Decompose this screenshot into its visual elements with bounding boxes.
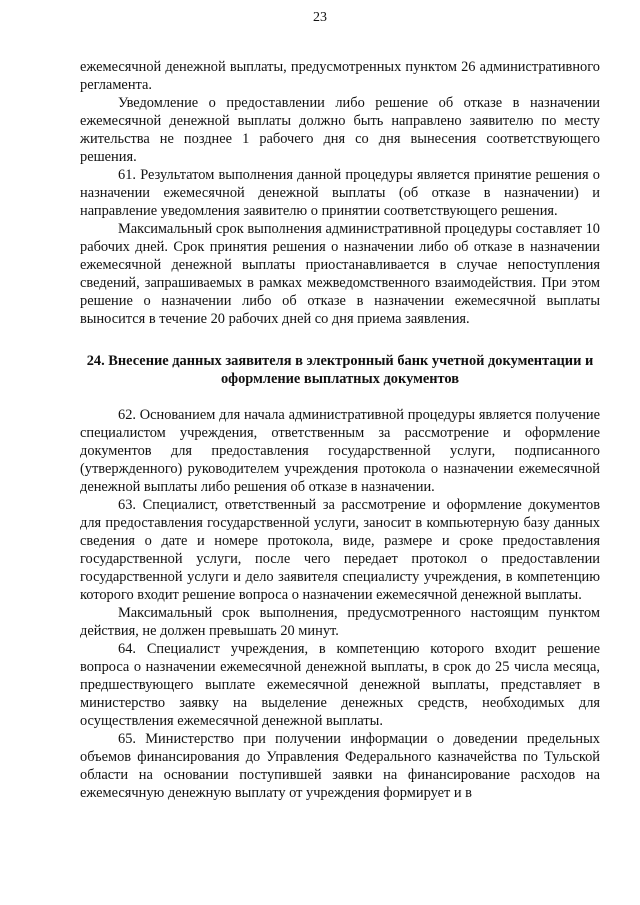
section-heading: 24. Внесение данных заявителя в электронный банк учетной документации и оформление выплатных документов: [86, 353, 594, 387]
paragraph-63: 63. Специалист, ответственный за рассмотрение и оформление документов для предоставления государственной услуги, заносит в компьютерную базу данных сведения о дате и номере протокола, виде, размере и сроке предоставления государственной услуги, после чего передает протокол о предоставлении государственной услуги и дело заявителя специалисту учреждения, в компетенцию которого входит решение вопроса о назначении ежемесячной денежной выплаты.: [80, 497, 600, 603]
page-content: [80, 58, 600, 802]
page-number: 23: [313, 10, 327, 25]
paragraph-max-time: Максимальный срок выполнения, предусмотренного настоящим пунктом действия, не должен превышать 20 минут.: [80, 605, 600, 639]
paragraph-notification: Уведомление о предоставлении либо решение об отказе в назначении ежемесячной денежной выплаты должно быть направлено заявителю по месту жительства не позднее 1 рабочего дня со дня вынесения соответствующего решения.: [80, 95, 600, 165]
paragraph-65: 65. Министерство при получении информации о доведении предельных объемов финансирования до Управления Федерального казначейства по Тульской области на основании поступившей заявки на финансирование расходов на ежемесячную денежную выплату от учреждения формирует и в: [80, 731, 600, 801]
paragraph-64: 64. Специалист учреждения, в компетенцию которого входит решение вопроса о назначении ежемесячной денежной выплаты, в срок до 25 числа месяца, предшествующего выплате ежемесячной денежной выплаты, представляет в министерство заявку на выделение денежных средств, необходимых для осуществления ежемесячной денежной выплаты.: [80, 641, 600, 729]
paragraph-61: 61. Результатом выполнения данной процедуры является принятие решения о назначении ежемесячной денежной выплаты (об отказе в назначении) и направление уведомления заявителю о принятии соответствующего решения.: [80, 167, 600, 219]
paragraph-max-term: Максимальный срок выполнения административной процедуры составляет 10 рабочих дней. Срок принятия решения о назначении либо об отказе в назначении ежемесячной денежной выплаты приостанавливается в случае непоступления сведений, запрашиваемых в рамках межведомственного взаимодействия. При этом решение о назначении либо об отказе в назначении ежемесячной выплаты выносится в течение 20 рабочих дней со дня приема заявления.: [80, 221, 600, 327]
paragraph-62: 62. Основанием для начала административной процедуры является получение специалистом учреждения, ответственным за рассмотрение и оформление документов для предоставления государственной услуги, подписанного (утвержденного) руководителем учреждения протокола о назначении ежемесячной денежной выплаты либо решения об отказе в назначении.: [80, 407, 600, 495]
paragraph-continuation: ежемесячной денежной выплаты, предусмотренных пунктом 26 административного регламента.: [80, 59, 600, 93]
